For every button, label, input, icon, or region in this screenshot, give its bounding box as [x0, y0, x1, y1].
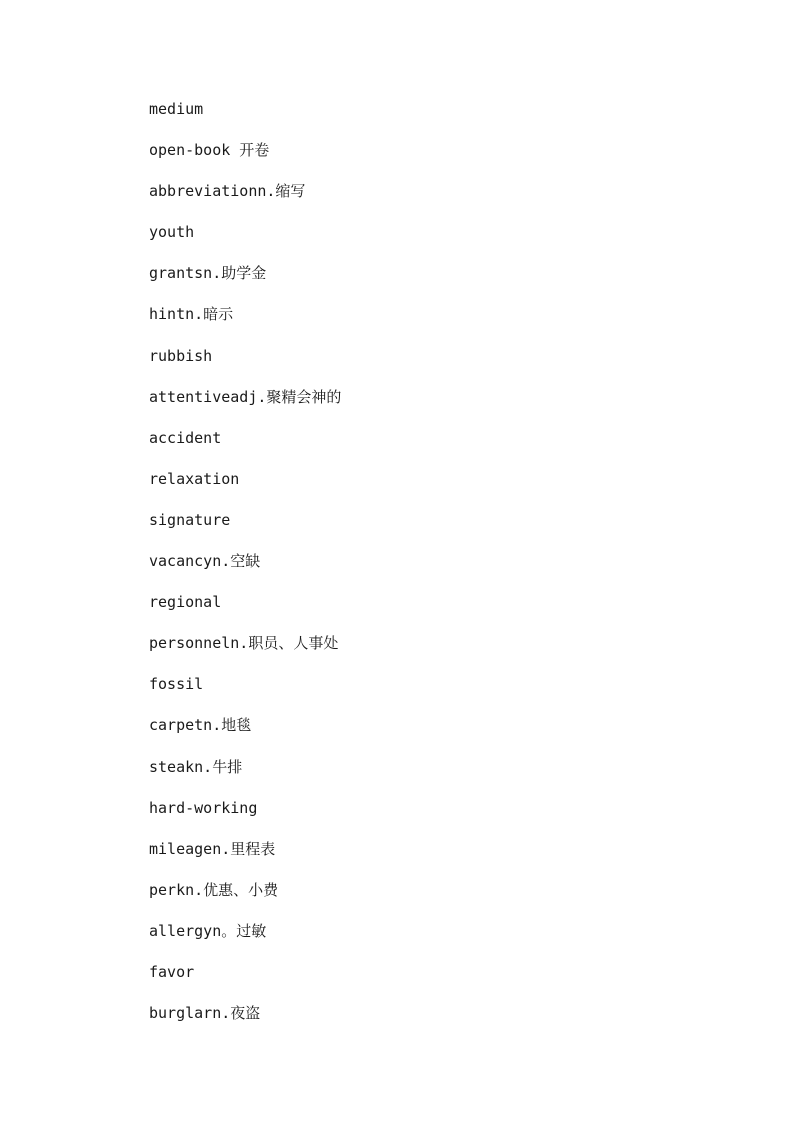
vocabulary-entry: steakn.牛排: [149, 757, 243, 776]
vocabulary-entry: medium: [149, 100, 204, 118]
vocabulary-entry: attentiveadj.聚精会神的: [149, 387, 342, 406]
vocabulary-entry: grantsn.助学金: [149, 264, 267, 283]
vocabulary-entry: signature: [149, 510, 231, 529]
vocabulary-entry: allergyn。过敏: [149, 921, 267, 940]
vocabulary-entry: youth: [149, 223, 195, 242]
vocabulary-entry: favor: [149, 962, 195, 981]
vocabulary-entry: regional: [149, 593, 222, 612]
vocabulary-entry: personneln.职员、人事处: [149, 634, 339, 653]
vocabulary-entry: hard-working: [149, 798, 258, 817]
vocabulary-entry: vacancyn.空缺: [149, 552, 261, 571]
vocabulary-entry: burglarn.夜盗: [149, 1004, 261, 1023]
vocabulary-entry: open-book 开卷: [149, 141, 270, 160]
vocabulary-entry: hintn.暗示: [149, 305, 234, 324]
vocabulary-entry: relaxation: [149, 469, 240, 488]
vocabulary-entry: fossil: [149, 675, 204, 694]
vocabulary-entry: rubbish: [149, 346, 213, 365]
vocabulary-entry: carpetn.地毯: [149, 716, 252, 735]
vocabulary-entry: abbreviationn.缩写: [149, 182, 306, 201]
vocabulary-entry: accident: [149, 428, 222, 447]
vocabulary-entry: perkn.优惠、小费: [149, 880, 279, 899]
vocabulary-entry: mileagen.里程表: [149, 839, 276, 858]
vocabulary-list: [149, 96, 341, 1041]
